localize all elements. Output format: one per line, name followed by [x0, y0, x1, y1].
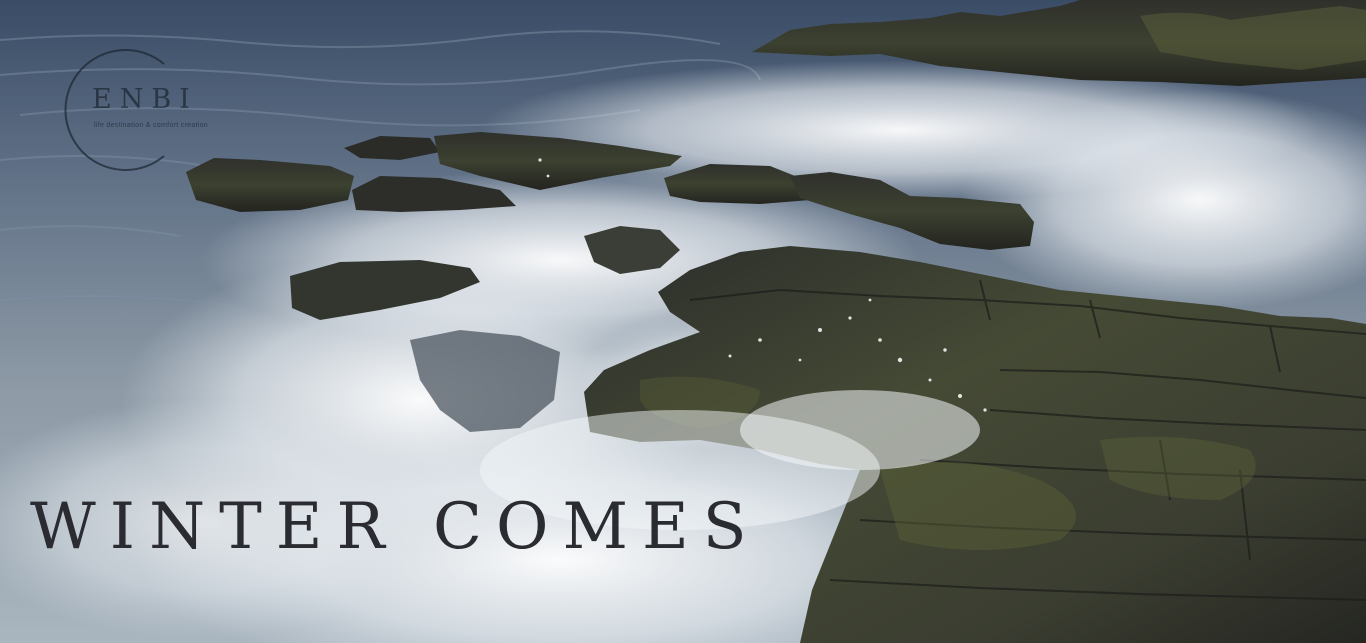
page-headline: WINTER COMES — [30, 490, 761, 564]
brand-logo — [58, 44, 218, 176]
logo-name: ENBI — [92, 84, 198, 115]
logo-tagline: life destination & comfort creation — [94, 122, 208, 129]
